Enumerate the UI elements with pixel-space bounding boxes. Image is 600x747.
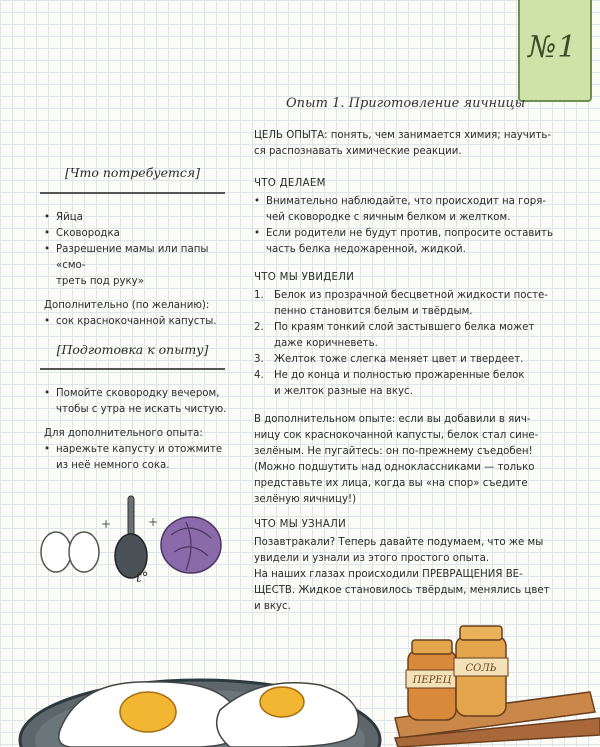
needs-divider [40,192,225,194]
learned-text: Позавтракали? Теперь давайте подумаем, что же мы увидели и узнали из этого простого опыта. На наших глазах происходили ПРЕВРАЩЕНИЯ ВЕ- ЩЕСТВ. Жидкое становилось твёрдым, менялись цвет и вкус. [254,537,550,612]
plus-sign: + [148,515,159,529]
saw-item: 2. По краям тонкий слой застывшего белка может даже коричневеть. [254,322,535,349]
needs-item-cont: треть под руку» [56,276,144,287]
prep-item: • Помойте сковородку вечером, чтобы с утра не искать чистую. [44,386,234,418]
pan-illustration [115,496,147,578]
salt-jar [454,626,508,716]
pepper-jar [406,640,458,720]
doing-title: ЧТО ДЕЛАЕМ [254,178,326,189]
prep-divider [40,368,225,370]
fried-eggs [59,682,359,747]
prep-extra-label: Для дополнительного опыта: [44,428,203,439]
prep-extra-item: • нарежьте капусту и отожмите из неё немного сока. [44,442,234,474]
needs-title: [Что потребуется] [64,165,200,180]
ingredients-diagram [36,490,236,590]
saw-title: ЧТО МЫ УВИДЕЛИ [254,272,355,283]
salt-jar-label: СОЛЬ [465,663,497,674]
optional-item: • сок краснокочанной капусты. [44,314,234,330]
doing-list [254,194,554,258]
extra-experiment-text: В дополнительном опыте: если вы добавили в яич- ницу сок краснокочанной капусты, белок стал сине- зелёным. Не пугайтесь: он по-прежнему съедобен! (Можно подшутить над одноклассниками — только представьте их лица, когда вы «на спор» съедите зелёную яичницу!) [254,414,539,505]
breakfast-illustration [0,620,600,747]
experiment-title: Опыт 1. Приготовление яичницы [286,96,526,111]
saw-item: 4. Не до конца и полностью прожаренные белок и желток разные на вкус. [254,370,525,397]
experiment-number: №1 [528,30,578,65]
needs-item: • Яйца [44,210,234,226]
saw-item: 1. Белок из прозрачной бесцветной жидкости посте- пенно становится белым и твёрдым. [254,290,548,317]
cabbage-illustration [161,517,221,573]
eggs-illustration [41,532,99,572]
pepper-jar-label: ПЕРЕЦ [412,675,452,686]
doing-item: • Внимательно наблюдайте, что происходит на горя- чей сковородке с яичным белком и желтком. [254,194,554,226]
doing-item: • Если родители не будут против, попросите оставить часть белка недожаренной, жидкой. [254,226,554,258]
learned-title: ЧТО МЫ УЗНАЛИ [254,519,347,530]
saw-item: 3. Желток тоже слегка меняет цвет и твердеет. [254,354,524,365]
prep-list [44,386,234,474]
needs-list [44,210,234,330]
plus-sign: + [101,517,112,531]
goal-text: ЦЕЛЬ ОПЫТА: понять, чем занимается химия; научить- ся распознавать химические реакции. [254,130,552,157]
temperature-label: t° [136,570,149,586]
saw-list [254,288,554,400]
prep-title: [Подготовка к опыту] [56,342,209,357]
needs-item: • Сковородка [44,226,234,242]
needs-item: • Разрешение мамы или папы «смо- [44,242,234,274]
optional-label: Дополнительно (по желанию): [44,300,210,311]
